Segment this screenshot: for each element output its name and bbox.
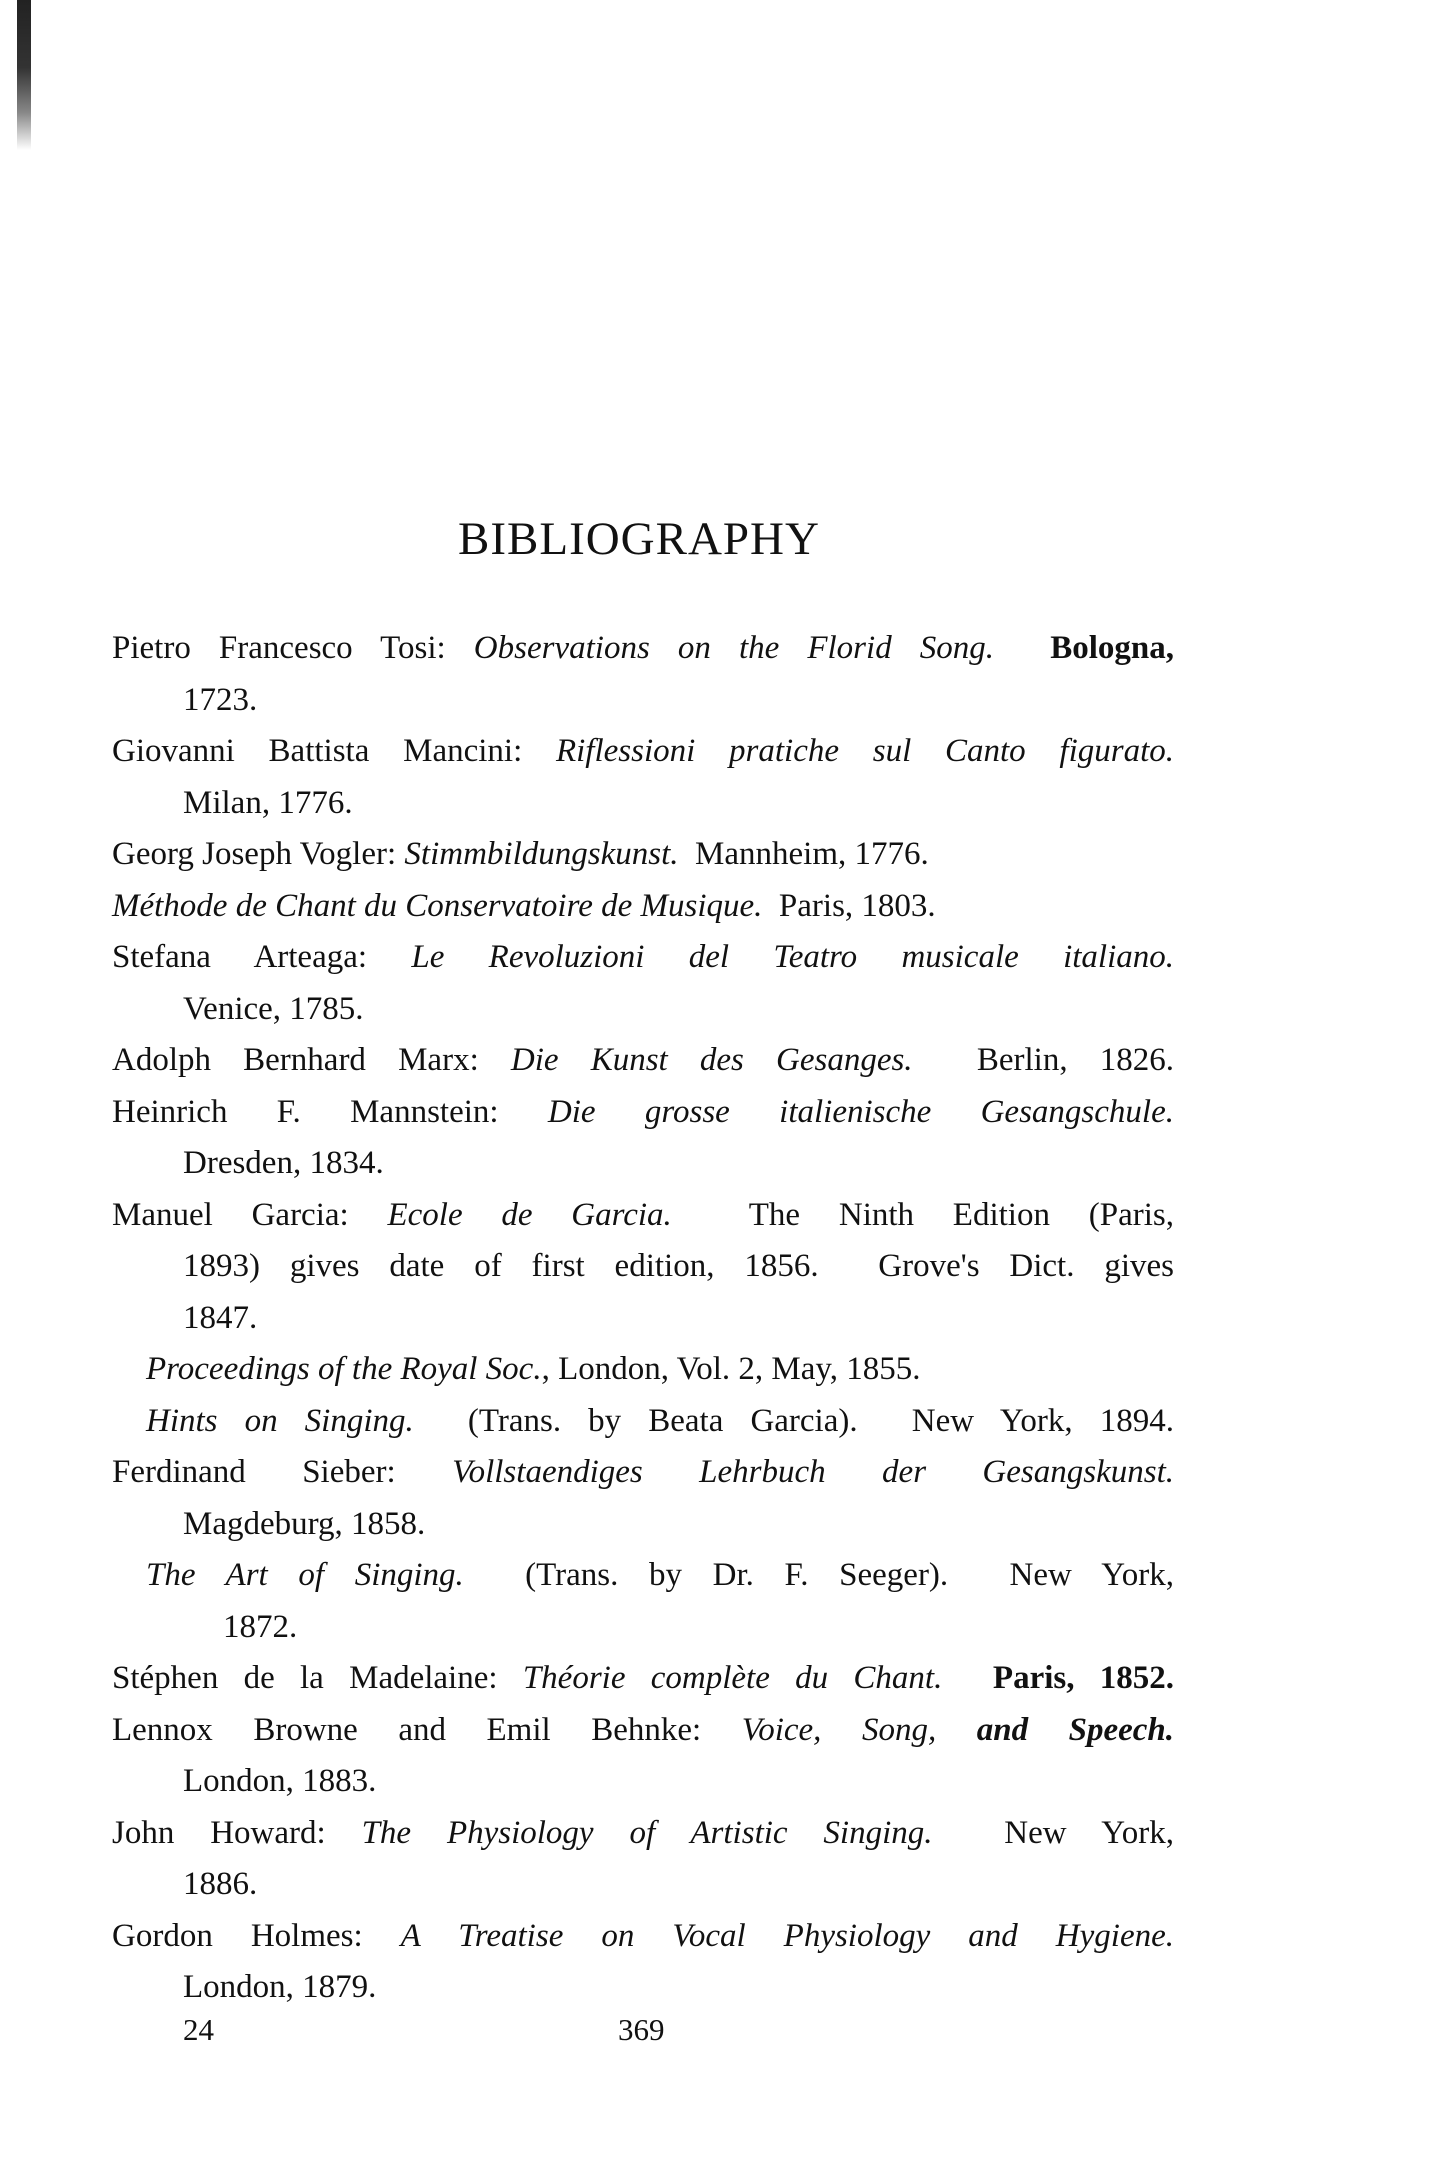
citation-title: The Physiology of Artistic Singing. bbox=[361, 1814, 933, 1851]
bibliography-line bbox=[183, 984, 1174, 1035]
citation-title: Voice, Song, bbox=[741, 1711, 977, 1748]
citation-title: Théorie complète du Chant. bbox=[522, 1660, 943, 1696]
bibliography-line bbox=[183, 1859, 1174, 1910]
citation-text: Lennox Browne and Emil Behnke: bbox=[112, 1711, 742, 1748]
citation-title: The Art of Singing. bbox=[146, 1557, 464, 1593]
bibliography-line bbox=[183, 675, 1174, 726]
citation-text: Mannheim, 1776. bbox=[678, 836, 929, 872]
citation-title: Riflessioni pratiche sul Canto figurato. bbox=[555, 733, 1175, 769]
citation-text: Ferdinand Sieber: bbox=[112, 1454, 453, 1490]
bibliography-line bbox=[112, 623, 1174, 674]
citation-title: Ecole de Garcia. bbox=[387, 1196, 672, 1233]
bibliography-line bbox=[112, 881, 1174, 932]
citation-title: Bologna, bbox=[994, 630, 1174, 666]
bibliography-line bbox=[183, 1962, 1174, 2013]
citation-text: Giovanni Battista Mancini: bbox=[112, 733, 556, 769]
citation-title: Die Kunst des Gesanges. bbox=[510, 1042, 913, 1078]
citation-text: Manuel Garcia: bbox=[112, 1196, 388, 1233]
bibliography-line bbox=[146, 1396, 1174, 1447]
citation-title: Vollstaendiges Lehrbuch der Gesangskunst. bbox=[452, 1454, 1175, 1490]
bibliography-line bbox=[183, 1499, 1174, 1550]
citation-text: Adolph Bernhard Marx: bbox=[112, 1042, 511, 1078]
citation-title: Méthode de Chant du Conservatoire de Musique. bbox=[112, 887, 763, 924]
page-number: 369 bbox=[618, 2012, 665, 2047]
citation-text: John Howard: bbox=[112, 1814, 362, 1851]
bibliography-line bbox=[223, 1602, 1174, 1653]
citation-text: 1893) gives date of first edition, 1856. Grove's Dict. gives bbox=[183, 1248, 1174, 1284]
bibliography-line bbox=[112, 932, 1174, 983]
citation-title: Hints on Singing. bbox=[146, 1402, 414, 1439]
citation-text: London, 1879. bbox=[183, 1969, 377, 2005]
bibliography-line bbox=[146, 1344, 1174, 1395]
bibliography-line bbox=[112, 829, 1174, 880]
citation-text: Milan, 1776. bbox=[183, 784, 353, 821]
citation-text: Stefana Arteaga: bbox=[112, 939, 412, 975]
bibliography-line bbox=[112, 1653, 1174, 1704]
citation-text: Berlin, 1826. bbox=[912, 1042, 1174, 1078]
bibliography-line bbox=[183, 1241, 1174, 1292]
citation-text: Georg Joseph Vogler: bbox=[112, 836, 405, 872]
citation-title: Proceedings of the Royal Soc. bbox=[146, 1351, 542, 1387]
citation-title: Paris, 1852. bbox=[942, 1660, 1174, 1696]
citation-title: Le Revoluzioni del Teatro musicale italiano. bbox=[411, 939, 1174, 975]
bibliography-line bbox=[183, 1138, 1174, 1189]
citation-text: New York, bbox=[932, 1814, 1174, 1851]
citation-text: , London, Vol. 2, May, 1855. bbox=[541, 1351, 921, 1387]
citation-text: 1872. bbox=[223, 1608, 298, 1645]
citation-text: Gordon Holmes: bbox=[112, 1917, 401, 1954]
citation-text: 1886. bbox=[183, 1866, 258, 1902]
citation-text: Pietro Francesco Tosi: bbox=[112, 630, 474, 666]
bibliography-line bbox=[146, 1550, 1174, 1601]
citation-title: Stimmbildungskunst. bbox=[404, 836, 679, 872]
bibliography-line bbox=[112, 1705, 1174, 1756]
bibliography-line bbox=[112, 1808, 1174, 1859]
citation-title: and Speech. bbox=[976, 1711, 1174, 1748]
citation-text: London, 1883. bbox=[183, 1763, 377, 1799]
citation-text: (Trans. by Dr. F. Seeger). New York, bbox=[463, 1557, 1174, 1593]
bibliography-line bbox=[112, 726, 1174, 777]
bibliography-line bbox=[183, 1756, 1174, 1807]
citation-title: A Treatise on Vocal Physiology and Hygiene. bbox=[400, 1917, 1174, 1954]
page-title: BIBLIOGRAPHY bbox=[458, 513, 820, 565]
bibliography-line bbox=[112, 1911, 1174, 1962]
citation-text: Magdeburg, 1858. bbox=[183, 1505, 426, 1542]
citation-text: Stéphen de la Madelaine: bbox=[112, 1660, 523, 1696]
citation-text: Dresden, 1834. bbox=[183, 1145, 384, 1181]
bibliography-line bbox=[112, 1190, 1174, 1241]
citation-text: Heinrich F. Mannstein: bbox=[112, 1093, 548, 1130]
citation-text: 1723. bbox=[183, 681, 258, 718]
scan-artifact bbox=[17, 0, 31, 150]
bibliography-line bbox=[183, 1293, 1174, 1344]
bibliography-line bbox=[112, 1035, 1174, 1086]
bibliography-line bbox=[112, 1447, 1174, 1498]
citation-title: Die grosse italienische Gesangschule. bbox=[547, 1093, 1174, 1130]
citation-text: The Ninth Edition (Paris, bbox=[671, 1196, 1174, 1233]
citation-text: (Trans. by Beata Garcia). New York, 1894. bbox=[413, 1402, 1174, 1439]
citation-text: 1847. bbox=[183, 1299, 258, 1336]
citation-text: Paris, 1803. bbox=[762, 887, 936, 924]
citation-title: Observations on the Florid Song. bbox=[473, 630, 995, 666]
citation-text: Venice, 1785. bbox=[183, 990, 364, 1027]
signature-mark: 24 bbox=[183, 2012, 214, 2047]
bibliography-line bbox=[112, 1087, 1174, 1138]
bibliography-line bbox=[183, 778, 1174, 829]
